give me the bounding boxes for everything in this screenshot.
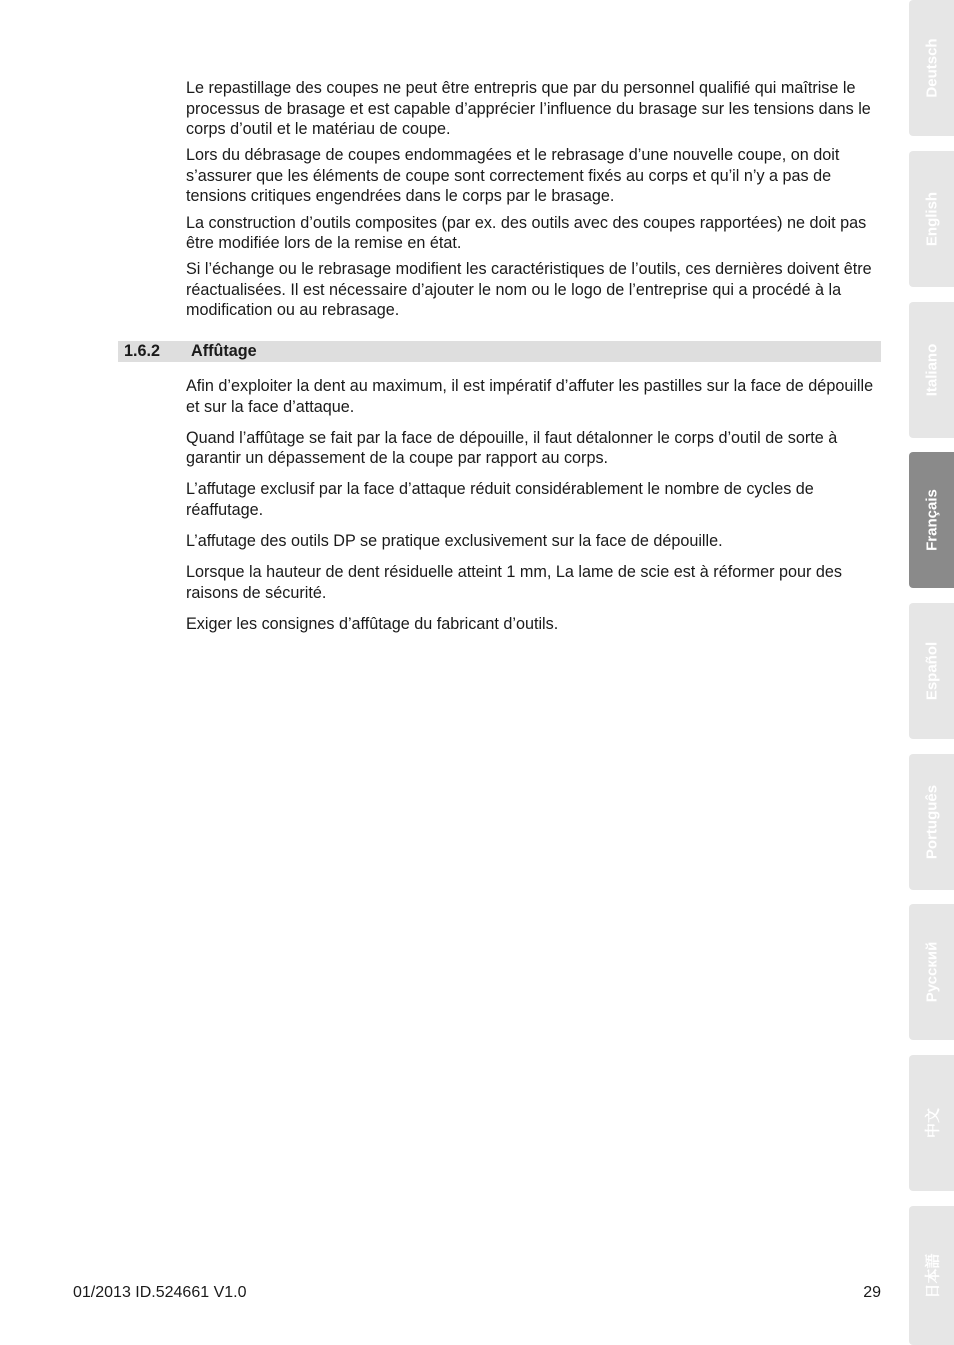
paragraph: Si l’échange ou le rebrasage modifient les caractéristiques de l’outils, ces dernières doivent être réactualisées. Il est nécessaire d’ajouter le nom ou le logo de l’entreprise qui a procédé à la modification ou au rebrasage. [186,260,872,320]
footer-page-number: 29 [863,1284,881,1301]
intro-text-block [186,78,882,327]
tab-label: Русский [923,941,940,1003]
tab-espanol[interactable] [909,603,954,739]
tab-english[interactable] [909,151,954,287]
paragraph: Afin d’exploiter la dent au maximum, il est impératif d’affuter les pastilles sur la face de dépouille et sur la face d’attaque. [186,377,874,416]
paragraph: Exiger les consignes d’affûtage du fabricant d’outils. [186,614,559,633]
tab-label: Português [923,784,940,860]
paragraph: L’affutage exclusif par la face d’attaque réduit considérablement le nombre de cycles de réaffutage. [186,480,814,519]
tab-label: Español [923,641,940,701]
tab-label: Deutsch [923,38,940,98]
paragraph: Le repastillage des coupes ne peut être entrepris que par du personnel qualifié qui maîtrise le processus de brasage et est capable d’apprécier l’influence du brasage sur les tensions dans le corps d’outil et le matériau de coupe. [186,79,871,139]
tab-label: 中文 [924,1107,941,1139]
tab-label: Français [923,489,940,551]
tab-francais[interactable] [909,452,954,588]
section-heading [118,341,881,362]
paragraph: Lors du débrasage de coupes endommagées et le rebrasage d’une nouvelle coupe, on doit s’assurer que les éléments de coupe sont correctement fixés au corps et qu’il n’y a pas de tensions critiques engendrées dans le corps par le brasage. [186,146,840,206]
section-number: 1.6.2 [124,342,161,360]
tab-chinese[interactable] [909,1055,954,1191]
paragraph: Quand l’affûtage se fait par la face de dépouille, il faut détalonner le corps d’outil de sorte à garantir un dépassement de la coupe par rapport au corps. [186,428,838,468]
section-title: Affûtage [191,342,257,360]
paragraph: Lorsque la hauteur de dent résiduelle atteint 1 mm, La lame de scie est à réformer pour des raisons de sécurité. [186,563,842,602]
footer-doc-id: 01/2013 ID.524661 V1.0 [73,1284,247,1301]
tab-japanese[interactable] [909,1206,954,1345]
tab-label: 日本語 [924,1252,941,1299]
paragraph: L’affutage des outils DP se pratique exclusivement sur la face de dépouille. [186,532,723,551]
section-text-block [186,376,882,645]
language-tabs [909,0,954,1345]
tab-deutsch[interactable] [909,0,954,136]
paragraph: La construction d’outils composites (par ex. des outils avec des coupes rapportées) ne doit pas être modifiée lors de la remise en état. [186,213,867,253]
tab-label: English [923,191,940,247]
tab-portugues[interactable] [909,754,954,890]
tab-russian[interactable] [909,904,954,1040]
tab-italiano[interactable] [909,302,954,438]
tab-label: Italiano [923,343,940,397]
